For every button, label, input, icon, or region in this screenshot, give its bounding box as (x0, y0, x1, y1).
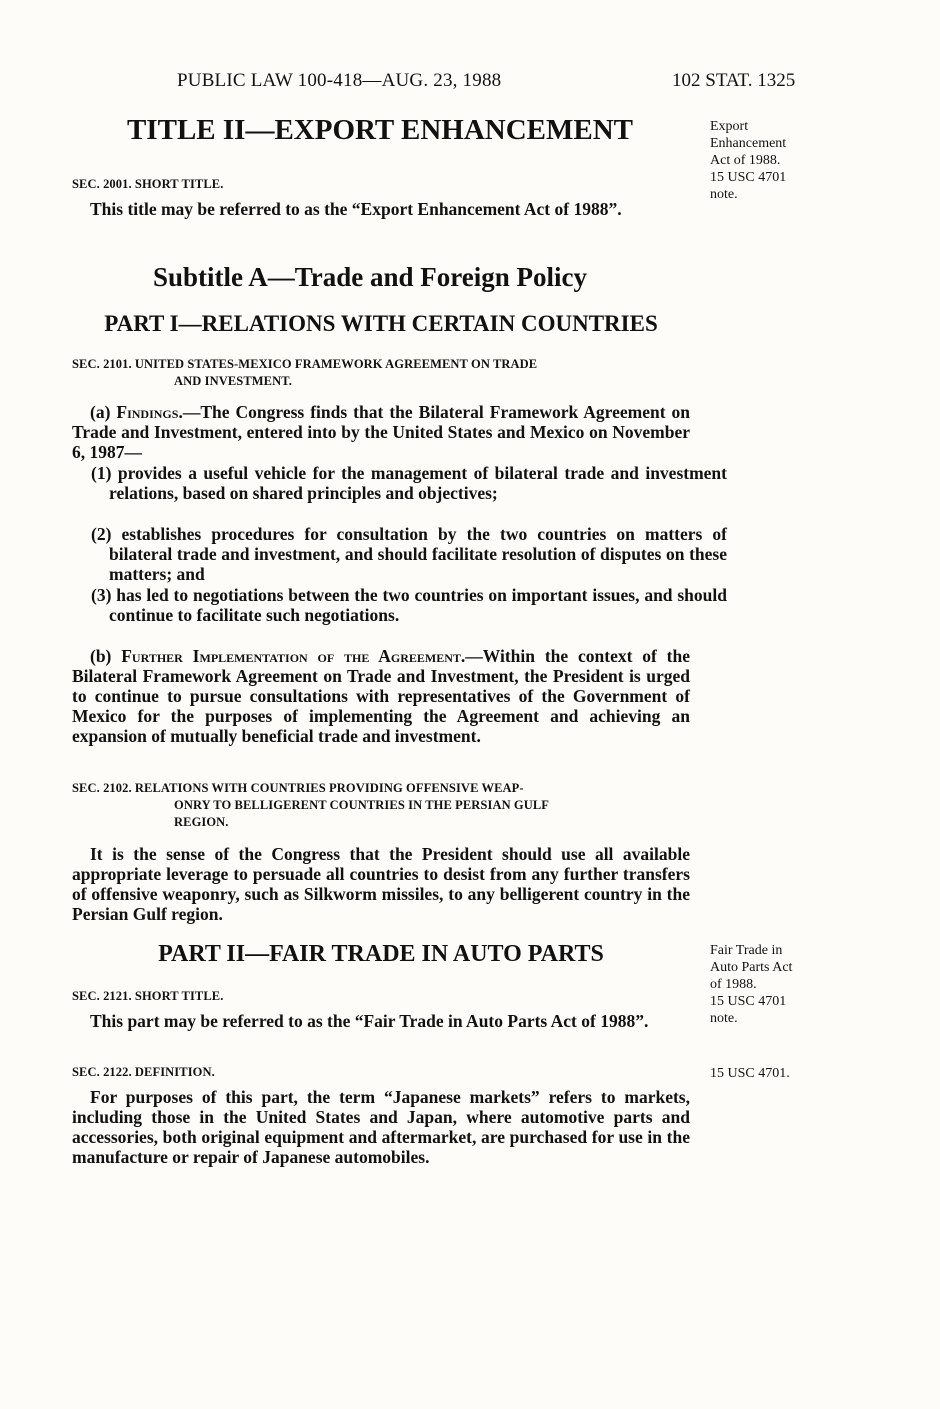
section-2122-text: For purposes of this part, the term “Japanese markets” refers to markets, including those in the United States and Japan, where automotive parts and accessories, both original equipment and aftermarket, are purchased for use in the manufacture or repair of Japanese automobiles. (72, 1087, 690, 1167)
section-2122-heading: SEC. 2122. DEFINITION. (72, 1065, 215, 1079)
section-2101-heading-line2: AND INVESTMENT. (174, 374, 292, 388)
section-2102-heading (72, 780, 690, 831)
margin-note-line: Export (710, 119, 749, 134)
subsection-b-label: (b) (90, 646, 122, 666)
stat-page-number: 102 STAT. 1325 (672, 70, 796, 91)
section-2102-heading-line1: SEC. 2102. RELATIONS WITH COUNTRIES PROVIDING OFFENSIVE WEAP- (72, 781, 524, 795)
section-2121-text: This part may be referred to as the “Fair Trade in Auto Parts Act of 1988”. (90, 1011, 649, 1031)
margin-note-line: Act of 1988. (710, 153, 781, 168)
section-2101-a (72, 402, 690, 462)
margin-note-definition: 15 USC 4701. (710, 1066, 790, 1081)
margin-note-export-enhancement (710, 118, 840, 203)
margin-note-line: 15 USC 4701 (710, 170, 787, 185)
margin-note-line: Fair Trade in (710, 943, 783, 958)
margin-note-auto-parts (710, 942, 840, 1027)
margin-note-line: note. (710, 1011, 738, 1026)
subsection-a-caption: Findings. (116, 402, 183, 422)
section-2101-heading (72, 356, 690, 390)
section-2001-text: This title may be referred to as the “Export Enhancement Act of 1988”. (90, 199, 622, 219)
section-2101-heading-line1: SEC. 2101. UNITED STATES-MEXICO FRAMEWORK AGREEMENT ON TRADE (72, 357, 538, 371)
section-2001-heading: SEC. 2001. SHORT TITLE. (72, 177, 224, 191)
finding-item-1: (1) provides a useful vehicle for the management of bilateral trade and investment relations, based on shared principles and objectives; (91, 463, 727, 503)
title-heading: TITLE II—EXPORT ENHANCEMENT (126, 114, 634, 146)
margin-note-line: Auto Parts Act (710, 960, 793, 975)
section-2101-b (72, 646, 690, 746)
section-2121-heading: SEC. 2121. SHORT TITLE. (72, 989, 224, 1003)
margin-note-line: 15 USC 4701 (710, 994, 787, 1009)
subtitle-a-heading: Subtitle A—Trade and Foreign Policy (152, 262, 588, 292)
running-head: PUBLIC LAW 100-418—AUG. 23, 1988 (177, 70, 502, 91)
section-2102-heading-line3: REGION. (174, 815, 229, 829)
margin-note-line: of 1988. (710, 977, 757, 992)
finding-item-3: (3) has led to negotiations between the two countries on important issues, and should continue to facilitate such negotiations. (91, 585, 727, 625)
subsection-a-label: (a) (90, 402, 117, 422)
subsection-a-text: —The Congress finds that the Bilateral Framework Agreement on Trade and Investment, entered into by the United States and Mexico on November 6, 1987— (72, 402, 690, 462)
finding-item-2: (2) establishes procedures for consultation by the two countries on matters of bilateral trade and investment, and should facilitate resolution of disputes on these matters; and (91, 524, 727, 584)
subsection-b-text: —Within the context of the Bilateral Framework Agreement on Trade and Investment, the President is urged to continue to pursue consultations with representatives of the Government of Mexico for the purposes of implementing the Agreement and achieving an expansion of mutually beneficial trade and investment. (72, 646, 691, 746)
part-2-heading: PART II—FAIR TRADE IN AUTO PARTS (158, 941, 604, 967)
subsection-b-caption: Further Implementation of the Agreement. (121, 646, 466, 666)
margin-note-line: Enhancement (710, 136, 787, 151)
margin-note-line: note. (710, 187, 738, 202)
part-1-heading: PART I—RELATIONS WITH CERTAIN COUNTRIES (104, 311, 658, 336)
section-2102-heading-line2: ONRY TO BELLIGERENT COUNTRIES IN THE PERSIAN GULF (174, 798, 550, 812)
section-2102-text: It is the sense of the Congress that the President should use all available appropriate leverage to persuade all countries to desist from any further transfers of offensive weaponry, such as Silkworm missiles, to any belligerent country in the Persian Gulf region. (72, 844, 690, 924)
